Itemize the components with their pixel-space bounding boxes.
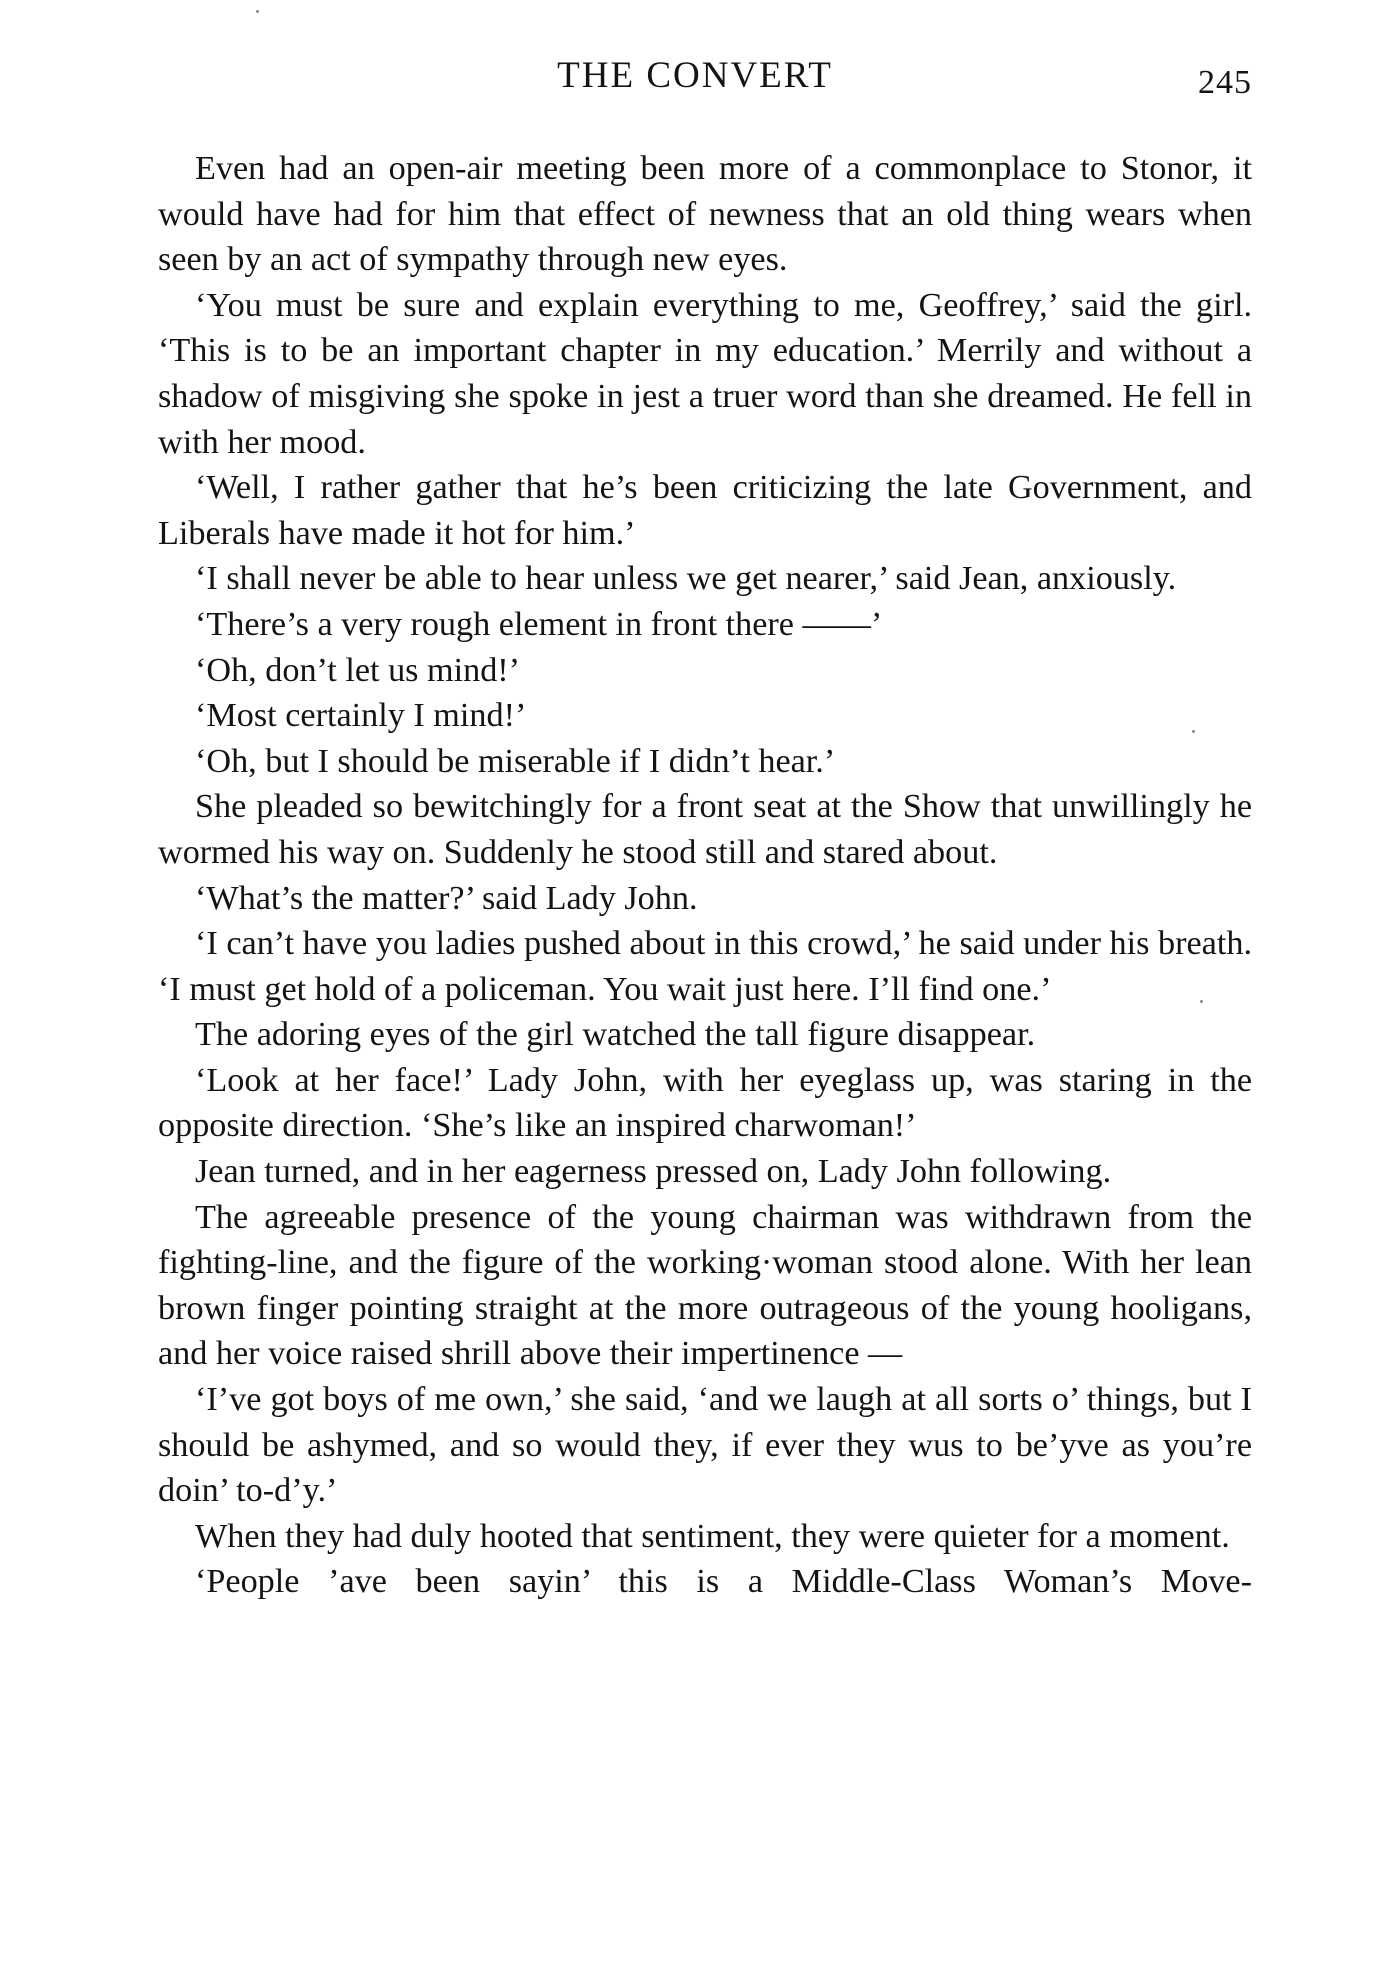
body-text xyxy=(158,146,1252,1605)
paragraph: ‘What’s the matter?’ said Lady John. xyxy=(195,879,698,917)
paragraph: ‘There’s a very rough element in front there ——’ xyxy=(195,605,883,643)
paragraph: Even had an open-air meeting been more of a commonplace to Stonor, it would have had for him that effect of newness that an old thing wears when seen by an act of sympathy through new eyes. xyxy=(158,150,1252,279)
running-head-title: THE CONVERT xyxy=(557,55,833,96)
paragraph-continued: ‘People ’ave been sayin’ this is a Middle-Class Woman’s Move- xyxy=(195,1563,1252,1601)
paragraph: When they had duly hooted that sentiment, they were quieter for a moment. xyxy=(195,1517,1230,1555)
paragraph: ‘Most certainly I mind!’ xyxy=(195,697,527,735)
paragraph: The adoring eyes of the girl watched the tall figure disappear. xyxy=(195,1016,1036,1054)
paragraph: ‘Well, I rather gather that he’s been criticizing the late Government, and Liberals have made it hot for him.’ xyxy=(158,469,1252,552)
running-head xyxy=(158,48,1252,101)
paragraph: She pleaded so bewitchingly for a front seat at the Show that unwillingly he wormed his way on. Suddenly he stood still and stared about. xyxy=(158,788,1252,871)
paragraph: ‘I’ve got boys of me own,’ she said, ‘and we laugh at all sorts o’ things, but I should be ashymed, and so would they, if ever they wus to be’yve as you’re doin’ to-d’y.’ xyxy=(158,1381,1252,1510)
paragraph: ‘Look at her face!’ Lady John, with her eyeglass up, was staring in the opposite direction. ‘She’s like an inspired charwoman!’ xyxy=(158,1061,1252,1145)
paragraph: ‘Oh, but I should be miserable if I didn’t hear.’ xyxy=(195,742,836,780)
paragraph: ‘You must be sure and explain everything to me, Geoffrey,’ said the girl. ‘This is to be an important chapter in my education.’ Merrily and without a shadow of misgiving she spoke in jest a truer word than she dreamed. He fell in with her mood. xyxy=(158,286,1252,461)
paragraph: The agreeable presence of the young chairman was withdrawn from the fighting-line, and the figure of the working·woman stood alone. With her lean brown finger pointing straight at the more outrageous of the young hooligans, and her voice raised shrill above their impertinence — xyxy=(158,1198,1252,1373)
paragraph: ‘I shall never be able to hear unless we get nearer,’ said Jean, anxiously. xyxy=(195,560,1177,598)
paragraph: Jean turned, and in her eagerness pressed on, Lady John following. xyxy=(195,1153,1112,1191)
page-number: 245 xyxy=(1198,64,1252,101)
scan-speck xyxy=(1192,730,1195,733)
scan-speck xyxy=(256,10,259,13)
scan-speck xyxy=(1200,1000,1203,1003)
paragraph: ‘I can’t have you ladies pushed about in this crowd,’ he said under his breath. ‘I must get hold of a policeman. You wait just here. I’ll find one.’ xyxy=(158,925,1252,1008)
paragraph: ‘Oh, don’t let us mind!’ xyxy=(195,651,521,689)
